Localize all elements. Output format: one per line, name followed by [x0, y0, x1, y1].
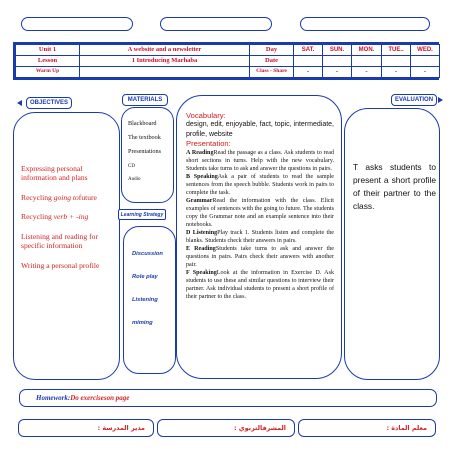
- date-cell-4: [382, 56, 411, 67]
- day-sat: SAT.: [294, 45, 323, 56]
- material-cd: CD: [128, 163, 135, 169]
- unit-title: A website and a newsletter: [80, 45, 250, 56]
- date-cell-5: [411, 56, 440, 67]
- strategy-miming: miming: [132, 320, 153, 326]
- objectives-list: [21, 164, 115, 280]
- top-box-right: [300, 17, 430, 31]
- step-b-speaking: B SpeakingAsk a pair of students to read the sample sentences from the speech bubble. Students work in pairs to complete the task.: [186, 173, 335, 196]
- class-share-label: Class - Share: [250, 67, 294, 78]
- objective-item-2: Recycling going tofuture: [21, 192, 97, 202]
- objective-item-1: Expressing personal information and plans: [21, 164, 88, 183]
- strategy-role-play: Role play: [132, 274, 158, 280]
- objective-item-3: Recycling verb + -ing: [21, 212, 89, 222]
- lesson-title: 1 Introducing Marhaba: [80, 56, 250, 67]
- evaluation-arrow-icon: [438, 97, 443, 103]
- objective-item-5: Writing a personal profile: [21, 260, 100, 270]
- objectives-panel: [13, 112, 120, 380]
- step-f-speaking: F SpeakingLook at the information in Exercise D. Ask students to use these and similar questions to interview their partner. Ask individual students to present a short profile of their partner to the class.: [186, 270, 334, 301]
- top-box-left: [21, 17, 133, 31]
- top-box-center: [160, 17, 272, 31]
- day-tue: TUE..: [382, 45, 411, 56]
- supervisor-signature-box: [157, 419, 295, 437]
- lesson-header-table: [13, 42, 439, 80]
- class-dot-3: -: [352, 67, 382, 78]
- warmup-cell: [80, 67, 250, 78]
- class-dot-2: -: [323, 67, 352, 78]
- class-dot-4: -: [382, 67, 411, 78]
- step-grammar: GrammarRead the information with the class. Elicit examples of sentences with the going to future. The students copy the Grammar note and an example sentence into their notebooks.: [186, 197, 334, 228]
- material-textbook: The textbook: [128, 134, 161, 142]
- vocabulary-list: design, edit, enjoyable, fact, topic, intermediate, profile, website: [186, 121, 334, 138]
- presentation-heading: Presentation:: [186, 139, 231, 149]
- materials-panel: [121, 107, 174, 203]
- date-cell-1: [294, 56, 323, 67]
- material-audio: Audio: [128, 176, 141, 182]
- date-label: Date: [250, 56, 294, 67]
- homework-label: Homework:: [36, 394, 71, 402]
- strategy-discussion: Discussion: [132, 251, 163, 257]
- evaluation-tab: EVALUATION: [391, 94, 437, 106]
- evaluation-text: T asks students to present a short profile of their partner to the class.: [353, 162, 436, 212]
- homework-text: Do exerciseson page: [70, 394, 130, 402]
- objectives-arrow-icon: [17, 100, 22, 106]
- step-a-reading: A ReadingRead the passage as a class. Ask students to read short sections in turns. Help with the new vocabulary. Students take turns to ask and answer the questions in pairs.: [186, 149, 334, 172]
- step-e-reading: E ReadingStudents take turns to ask and answer the questions in pairs. Pairs check their answers with another pair.: [186, 245, 334, 268]
- material-blackboard: Blackboard: [128, 120, 157, 127]
- material-presentations: Presentations: [128, 148, 161, 156]
- class-dot-5: -: [411, 67, 440, 78]
- day-wed: WED.: [411, 45, 440, 56]
- day-mon: MON.: [352, 45, 382, 56]
- step-d-listening: D ListeningPlay track 1. Students listen and complete the blanks. Students check their answers in pairs.: [186, 229, 334, 244]
- principal-label: مدير المدرسة :: [97, 424, 145, 432]
- materials-tab: MATERIALS: [122, 94, 168, 106]
- teacher-label: معلم المادة :: [386, 424, 427, 432]
- day-sun: SUN.: [323, 45, 352, 56]
- unit-label: Unit 1: [16, 45, 80, 56]
- strategy-listening: Listening: [132, 297, 158, 303]
- objective-item-4: Listening and reading for specific information: [21, 231, 98, 251]
- lesson-label: Lesson: [16, 56, 80, 67]
- learning-strategy-tab: [118, 209, 166, 220]
- vocabulary-heading: Vocabulary:: [186, 111, 226, 120]
- date-cell-3: [352, 56, 382, 67]
- principal-signature-box: [18, 419, 154, 437]
- evaluation-panel: [344, 108, 440, 380]
- objectives-tab: OBJECTIVES: [26, 97, 72, 109]
- warmup-label: Warm Up: [16, 67, 80, 78]
- class-dot-1: -: [294, 67, 323, 78]
- learning-strategy-label: Learning Strategy: [120, 211, 164, 218]
- teacher-signature-box: [298, 419, 436, 437]
- strategy-panel: [123, 226, 176, 374]
- homework-bar: [19, 389, 437, 407]
- supervisor-label: المشرفالتربوي :: [234, 424, 286, 432]
- date-cell-2: [323, 56, 352, 67]
- presentation-panel: [176, 95, 342, 379]
- day-label: Day: [250, 45, 294, 56]
